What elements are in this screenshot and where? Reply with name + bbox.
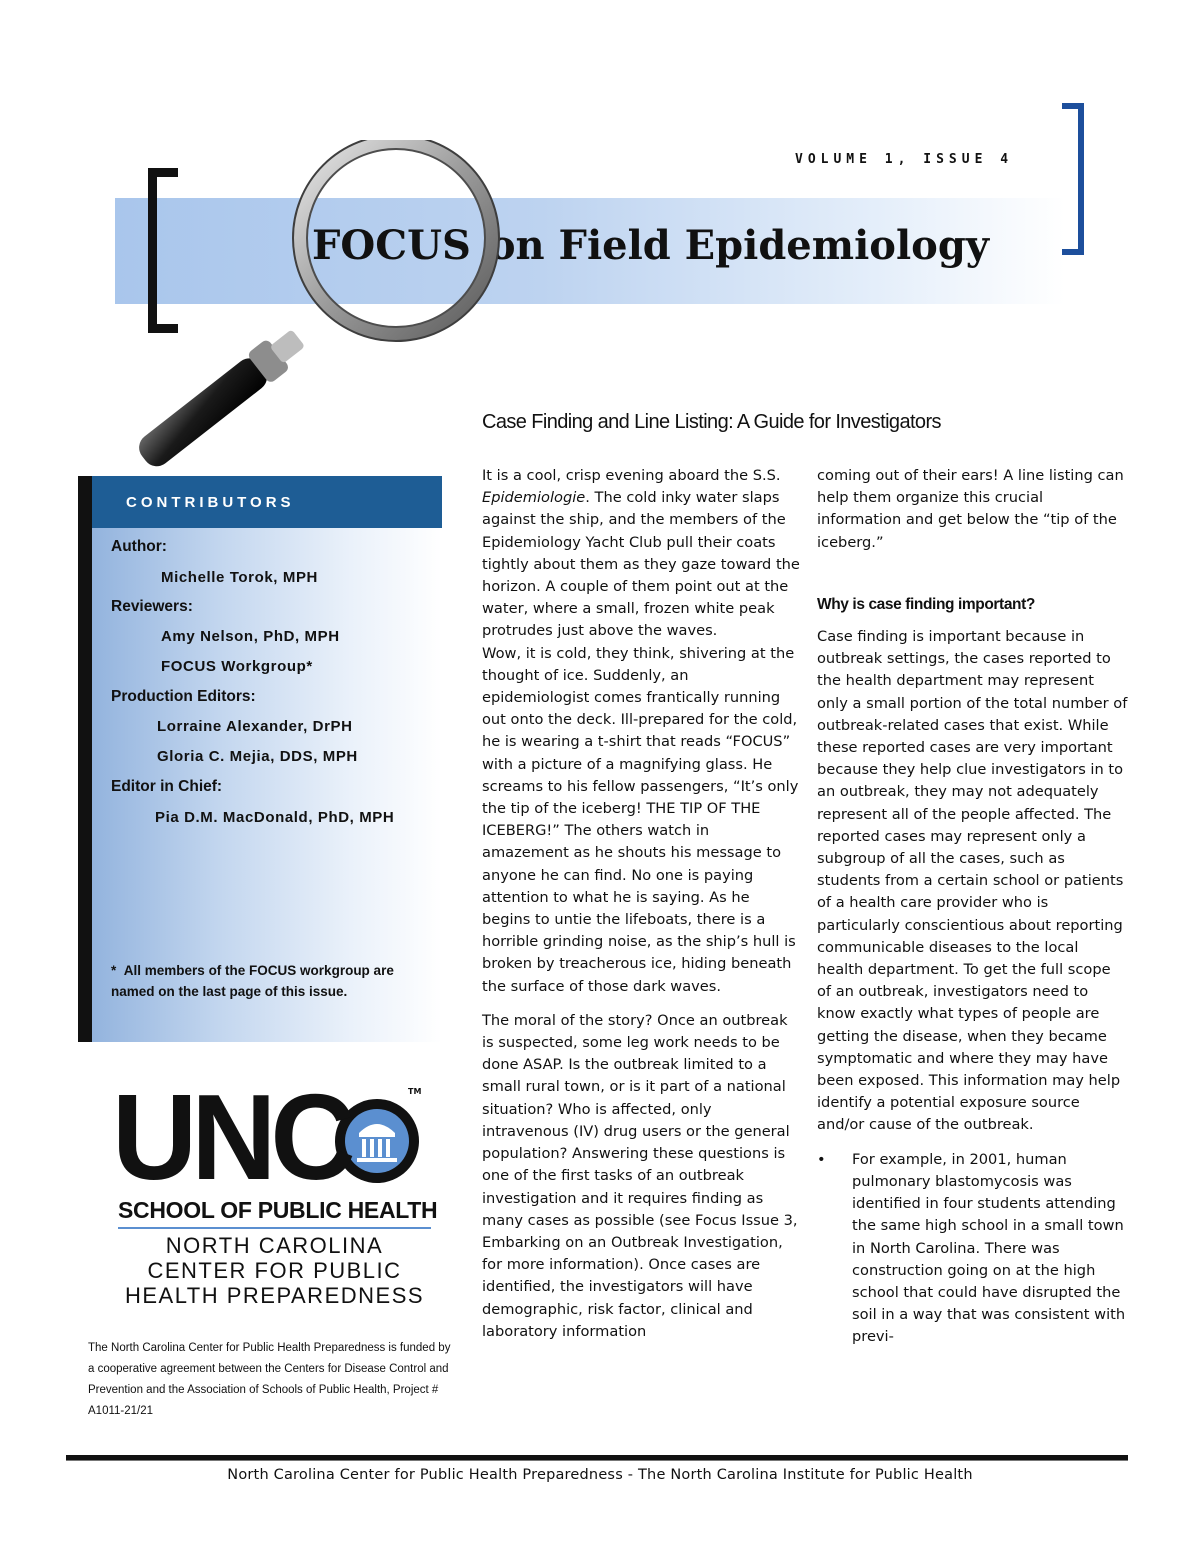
note-text: All members of the FOCUS workgroup are named on the last page of this issue. [111, 963, 394, 999]
magnifying-glass-icon [100, 140, 520, 470]
reviewers-label: Reviewers: [111, 598, 193, 615]
trademark: TM [408, 1087, 422, 1096]
reviewer-name: FOCUS Workgroup* [161, 658, 313, 675]
section-subheading: Why is case finding important? [817, 595, 1035, 613]
contributors-side-bar [78, 476, 92, 1042]
title-focus: FOCUS [312, 222, 471, 269]
center-name [118, 1233, 431, 1308]
paragraph: It is a cool, crisp evening aboard the S.S. Epidemiologie. The cold inky water slaps against the ship, and the members of the Epidemiology Yacht Club pull their coats tightly about them as they gaze toward the horizon. A couple of them point out at the water, where a small, frozen white peak protrudes just above the waves. [482, 467, 800, 640]
contributors-heading: CONTRIBUTORS [126, 494, 295, 511]
ship-name: Epidemiologie [482, 489, 586, 507]
bullet-item: • For example, in 2001, human pulmonary blastomycosis was identified in four students attending the same high school in a small town in North Carolina. There was construction going on at the high school that could have disrupted the soil in a way that was consistent with previ- [817, 1150, 1126, 1346]
production-editor-name: Gloria C. Mejia, DDS, MPH [157, 748, 358, 765]
author-name: Michelle Torok, MPH [161, 569, 318, 586]
right-bracket [1062, 103, 1084, 255]
footer-rule [66, 1455, 1128, 1461]
contributors-box [78, 476, 442, 1042]
contributors-header [92, 476, 442, 528]
paragraph: Wow, it is cold, they think, shivering at the thought of ice. Suddenly, an epidemiologist comes frantically running out onto the deck. Ill-prepared for the cold, he is wearing a t-shirt that reads “FOCUS” with a picture of a magnifying glass. He screams to his fellow passengers, “It’s only the tip of the iceberg! THE TIP OF THE ICEBERG!” The others watch in amazement as he shouts his message to anyone he can find. No one is paying attention to what he is saying. As he begins to untie the lifeboats, there is a horrible grinding noise, as the ship’s hull is broken by treacherous ice, hiding beneath the surface of those dark waves. [482, 644, 799, 995]
editor-in-chief-label: Editor in Chief: [111, 778, 223, 795]
logo-divider [118, 1227, 431, 1229]
production-editor-name: Lorraine Alexander, DrPH [157, 718, 353, 735]
note-asterisk: * [111, 963, 117, 978]
title-rest: on Field Epidemiology [488, 222, 990, 269]
editor-in-chief-name: Pia D.M. MacDonald, PhD, MPH [155, 809, 395, 826]
center-line: NORTH CAROLINA [165, 1233, 384, 1258]
center-line: CENTER FOR PUBLIC [147, 1258, 402, 1283]
article-column-2 [817, 465, 1129, 1349]
funding-statement: The North Carolina Center for Public Health Preparedness is funded by a cooperative agreement between the Centers for Disease Control and Prevention and the Association of Schools of Public Health, Project # A1011-21/21 [88, 1342, 451, 1417]
paragraph: Case finding is important because in outbreak settings, the cases reported to the health department may represent only a small portion of the total number of outbreak-related cases that exist. While these reported cases are very important because they help clue investigators in to an outbreak, they may not adequately represent all of the people affected. The reported cases may represent only a subgroup of all the cases, such as students from a certain school or patients of a health care provider who is particularly conscientious about reporting communicable diseases to the local health department. To get the full scope of an outbreak, investigators need to know exactly what types of people are getting the disease, when they became symptomatic and where they may have been exposed. This information may help identify a potential exposure source and/or cause of the outbreak. [817, 628, 1128, 1134]
volume-issue: VOLUME 1, ISSUE 4 [795, 152, 1014, 167]
production-editors-label: Production Editors: [111, 688, 256, 705]
footer-text: North Carolina Center for Public Health Preparedness - The North Carolina Institute for Public Health [227, 1467, 973, 1483]
workgroup-note [111, 960, 426, 1002]
reviewer-name: Amy Nelson, PhD, MPH [161, 628, 340, 645]
paragraph: coming out of their ears! A line listing can help them organize this crucial information and get below the “tip of the iceberg.” [817, 467, 1124, 551]
article-column-1 [482, 465, 800, 1343]
article-title: Case Finding and Line Listing: A Guide for Investigators [482, 411, 941, 433]
old-well-icon [345, 1109, 409, 1173]
school-of-public-health: SCHOOL OF PUBLIC HEALTH [118, 1197, 438, 1223]
unc-logo [112, 1069, 438, 1315]
unc-wordmark: UNC [112, 1069, 350, 1206]
center-line: HEALTH PREPAREDNESS [124, 1283, 425, 1308]
paragraph: The moral of the story? Once an outbreak is suspected, some leg work needs to be done ASAP. Is the outbreak limited to a small rural town, or is it part of a national situation? Who is affected, only intravenous (IV) drug users or the general population? Answering these questions is one of the first tasks of an outbreak investigation and it requires finding as many cases as possible (see Focus Issue 3, Embarking on an Outbreak Investigation, for more information). Once cases are identified, the investigators will have demographic, risk factor, clinical and laboratory information [482, 1011, 798, 1340]
bullet-icon: • [817, 1150, 826, 1168]
author-label: Author: [111, 538, 167, 555]
